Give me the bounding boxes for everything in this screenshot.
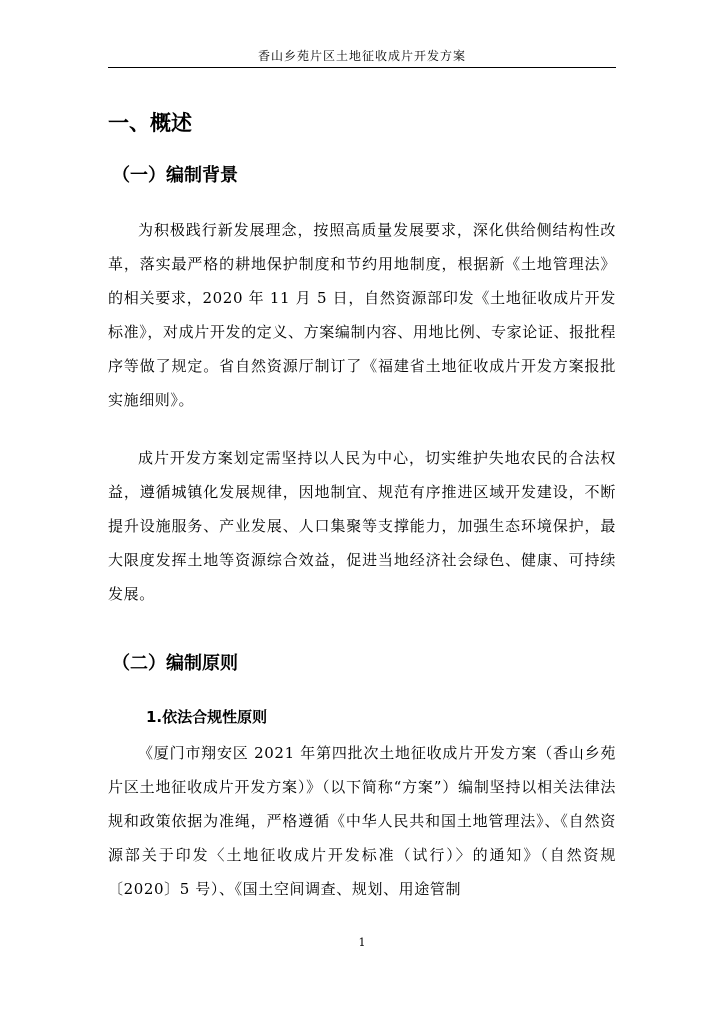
item-heading-legal-compliance: 1.依法合规性原则 xyxy=(146,708,268,726)
subsection-heading-background: （一）编制背景 xyxy=(112,165,238,186)
header-title: 香山乡苑片区土地征收成片开发方案 xyxy=(257,49,466,63)
section-heading-overview: 一、概述 xyxy=(108,111,192,135)
page-number: 1 xyxy=(358,936,366,949)
subsection-heading-principles: （二）编制原则 xyxy=(112,653,238,674)
paragraph-background-1: 为积极践行新发展理念，按照高质量发展要求，深化供给侧结构性改革，落实最严格的耕地保护制度和节约用地制度，根据新《土地管理法》的相关要求，2020 年 11 月 5 日，自然资源部印发《土地征收成片开发标准》，对成片开发的定义、方案编制内容、用地比例、专家论证、报批程序等做了规定。省自然资源厅制订了《福建省土地征收成片开发方案报批实施细则》。 xyxy=(108,221,616,409)
paragraph-legal-compliance: 《厦门市翔安区 2021 年第四批次土地征收成片开发方案（香山乡苑片区土地征收成片开发方案）》（以下简称“方案”）编制坚持以相关法律法规和政策依据为准绳，严格遵循《中华人民共和国土地管理法》、《自然资源部关于印发〈土地征收成片开发标准（试行）〉的通知》（自然资规〔2020〕5 号）、《国土空间调查、规划、用途管制 xyxy=(108,744,616,898)
page-header xyxy=(0,0,724,63)
paragraph-background-2: 成片开发方案划定需坚持以人民为中心，切实维护失地农民的合法权益，遵循城镇化发展规律，因地制宜、规范有序推进区域开发建设，不断提升设施服务、产业发展、人口集聚等支撑能力，加强生态环境保护，最大限度发挥土地等资源综合效益，促进当地经济社会绿色、健康、可持续发展。 xyxy=(108,449,616,603)
header-divider xyxy=(108,67,616,68)
